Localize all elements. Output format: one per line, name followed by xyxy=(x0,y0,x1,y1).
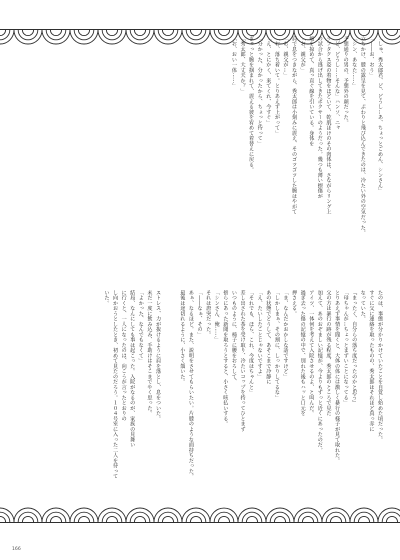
wave-arc xyxy=(190,30,201,36)
text-line: 「よかった、なんでもなくて」 xyxy=(137,290,144,364)
text-line: 肩で息をつきながら、秀太郎は小刻みに震え、そのゴツゴツした腕はやがて xyxy=(291,36,298,215)
wave-arc xyxy=(22,516,33,522)
wave-arc xyxy=(46,30,66,40)
text-line: あの状態でどうして、あそこまで冷静に xyxy=(265,290,272,385)
wave-arc xyxy=(302,30,313,36)
wave-arc xyxy=(18,30,38,40)
wave-arc xyxy=(378,508,400,522)
wave-arc xyxy=(78,516,89,522)
text-line: 「お、親父が」 xyxy=(299,36,306,73)
text-line: 「シンさん、俺……」 xyxy=(213,290,220,343)
wave-arc xyxy=(270,512,290,522)
text-line: 「秀太郎、大丈夫か？」 xyxy=(239,36,246,94)
text-line: し向かおうとしたとき、初めて見たのだろう。１０４号室に入った二人を待って xyxy=(112,290,119,479)
wave-arc xyxy=(358,30,369,36)
text-line: いた。 xyxy=(103,290,110,306)
text-line: ラフタクス姿の着物をほどいて、乾肌ほけのその肉体は、さながらリング上 xyxy=(325,36,332,215)
wave-arc xyxy=(214,512,234,522)
text-line: ぎゅっと腕を掴まれて、震える彼を宥めて着替えに戻る。 xyxy=(248,36,255,173)
text-line: 「シン、あなた……」 xyxy=(351,36,358,89)
wave-arc xyxy=(302,516,313,522)
page-number: 166 xyxy=(12,547,21,552)
wave-arc xyxy=(50,516,61,522)
wave-arc xyxy=(386,516,397,522)
wave-arc xyxy=(218,30,229,36)
text-line: 「え、たいしたことじゃないですよ」 xyxy=(256,290,263,380)
wave-arc xyxy=(130,512,150,522)
upper-text-block xyxy=(208,36,384,248)
text-line: 「ど、どうし……そんな」ハンソ、ニャ xyxy=(334,36,341,131)
wave-arc xyxy=(158,512,178,522)
text-line: 「母ちゃんが…ちょっとまずいことになってる」 xyxy=(342,290,349,406)
text-line: 「しかしまぁ、その割に、しっかりしてるな」 xyxy=(273,290,280,401)
wave-arc xyxy=(162,516,173,522)
wave-arc xyxy=(218,516,229,522)
wave-arc xyxy=(330,30,341,36)
text-line: それは唐突だった。 xyxy=(205,290,212,338)
text-line: 未だ一度に飲み込み、手助けはそこまでやく思った。 xyxy=(146,290,153,416)
wave-arc xyxy=(326,512,346,522)
text-line: 「分かった、分かったから、ちょっと待って」 xyxy=(256,36,263,147)
wave-arc xyxy=(186,512,206,522)
wave-arc xyxy=(78,30,89,36)
wave-arc xyxy=(386,30,397,36)
lower-left-text-block xyxy=(20,290,162,498)
text-line: 加えて、あのおぞましい記憶が、今よりもずっと近くにあったのだ。 xyxy=(316,290,323,453)
text-line: 過ぎ去った傷の記憶の中で、別れた後もハッと口元を xyxy=(299,290,306,416)
wave-arc xyxy=(0,30,10,40)
text-line: 「お、親父が…」 xyxy=(282,36,289,78)
text-line: 「――お、おう」 xyxy=(368,36,375,78)
wave-arc xyxy=(298,512,318,522)
wave-arc xyxy=(18,512,38,522)
bottom-wave-border xyxy=(0,522,400,552)
text-line: 傍らにあった新聞を取ろうとすると、小さく咳払いする。 xyxy=(222,290,229,427)
text-line: 押さえる。 xyxy=(291,290,298,317)
wave-arc xyxy=(134,516,145,522)
text-line: に行くと、一人になったのは、向こうが言ったとおりの xyxy=(120,290,127,422)
wave-arc xyxy=(46,512,66,522)
text-line: 父の方は暴行の跡が残る程度、秀太郎のところで見た xyxy=(325,290,332,416)
text-line: 『まったく、自分らの落ち度だったのかと思う』 xyxy=(351,290,358,406)
text-line: 「え、とにかく、来てくれ、今すぐ」 xyxy=(265,36,272,126)
text-line: 結局、なんにしても事は起こった。入院がなるのが、家族の見舞い xyxy=(129,290,136,448)
text-line: 予想通りの男の、予想外の顔だった。 xyxy=(342,36,349,126)
wave-arc xyxy=(274,516,285,522)
wave-arc xyxy=(134,30,145,36)
text-line: 「しゅ、秀太郎君、ど、どうし…あ、ちょっとごめん、シンさん」 xyxy=(377,36,383,194)
wave-arc xyxy=(102,512,122,522)
wave-arc xyxy=(106,30,117,36)
wave-arc xyxy=(74,512,94,522)
wave-arc xyxy=(50,30,61,36)
text-line: ストレス、力が抜けるように肩を落とし、息をついた。 xyxy=(155,290,161,422)
wave-arc xyxy=(274,30,285,36)
wave-arc xyxy=(162,30,173,36)
wave-arc xyxy=(158,30,178,40)
text-line: 立ちかけ、膝の露呈を見て、ぷわりと飛び込んできたのは、冷たい外の空気だった。 xyxy=(359,36,366,236)
text-line: 頬を掠めて、真っ直ぐ線を引いている。身体を xyxy=(308,36,315,147)
wave-arc xyxy=(354,512,374,522)
wave-arc xyxy=(246,516,257,522)
text-line: 「ま、なんだかおかしな話ですけど」 xyxy=(282,290,289,380)
wave-arc xyxy=(74,30,94,40)
wave-arc xyxy=(190,516,201,522)
wave-arc xyxy=(186,30,206,40)
wave-arc xyxy=(102,30,122,40)
text-line: 「お、おい一体……」 xyxy=(230,36,237,89)
text-line: たのは、事態が分かりかけていたことを自覚し始めた頃だった。 xyxy=(377,290,383,443)
wave-arc xyxy=(0,512,10,522)
wave-arc xyxy=(0,30,6,36)
wave-arc xyxy=(242,512,262,522)
wave-arc xyxy=(0,516,6,522)
wave-arc xyxy=(358,516,369,522)
text-line: あぁ、なるほど。また、説明をさせてもらいたい。片膝のような面持ちだった。 xyxy=(187,290,194,479)
top-wave-border xyxy=(0,0,400,30)
text-line: 「――なぁ、その」 xyxy=(196,290,203,338)
text-line: 差し出された茶を受け取り、冷たいコップを持ってひとまず xyxy=(239,290,246,432)
text-line: 最後は途切れるように、小さく頷いた。 xyxy=(179,290,186,385)
text-line: すぐに父に連絡を取ったものの、秀太郎はそれほど真っ赤に xyxy=(368,290,375,432)
text-line: いつものように、椅子に腰をおろして、 xyxy=(230,290,237,385)
wave-arc xyxy=(246,30,257,36)
wave-arc xyxy=(106,516,117,522)
text-line: の試合から逃げ出してきたボクサーのようだった。幾つも薄い擦傷が xyxy=(316,36,323,199)
text-line: 「お、落ち着いて。とりあえず上がって」 xyxy=(273,36,280,136)
wave-arc xyxy=(130,30,150,40)
text-line: アイツ、一体何を考えて入院させるのよ、と叫んだ。 xyxy=(308,290,315,416)
text-line: とりあえず事情を聞くと、大体の体には激しく暴行の様子が見て取れた。 xyxy=(334,290,341,464)
lower-right-text-block xyxy=(179,290,384,498)
wave-arc xyxy=(330,516,341,522)
wave-arc xyxy=(22,30,33,36)
text-line: 「それでも、ほら、これ、今度はちゃんと」 xyxy=(248,290,255,395)
text-line: なっていた。 xyxy=(359,290,366,322)
